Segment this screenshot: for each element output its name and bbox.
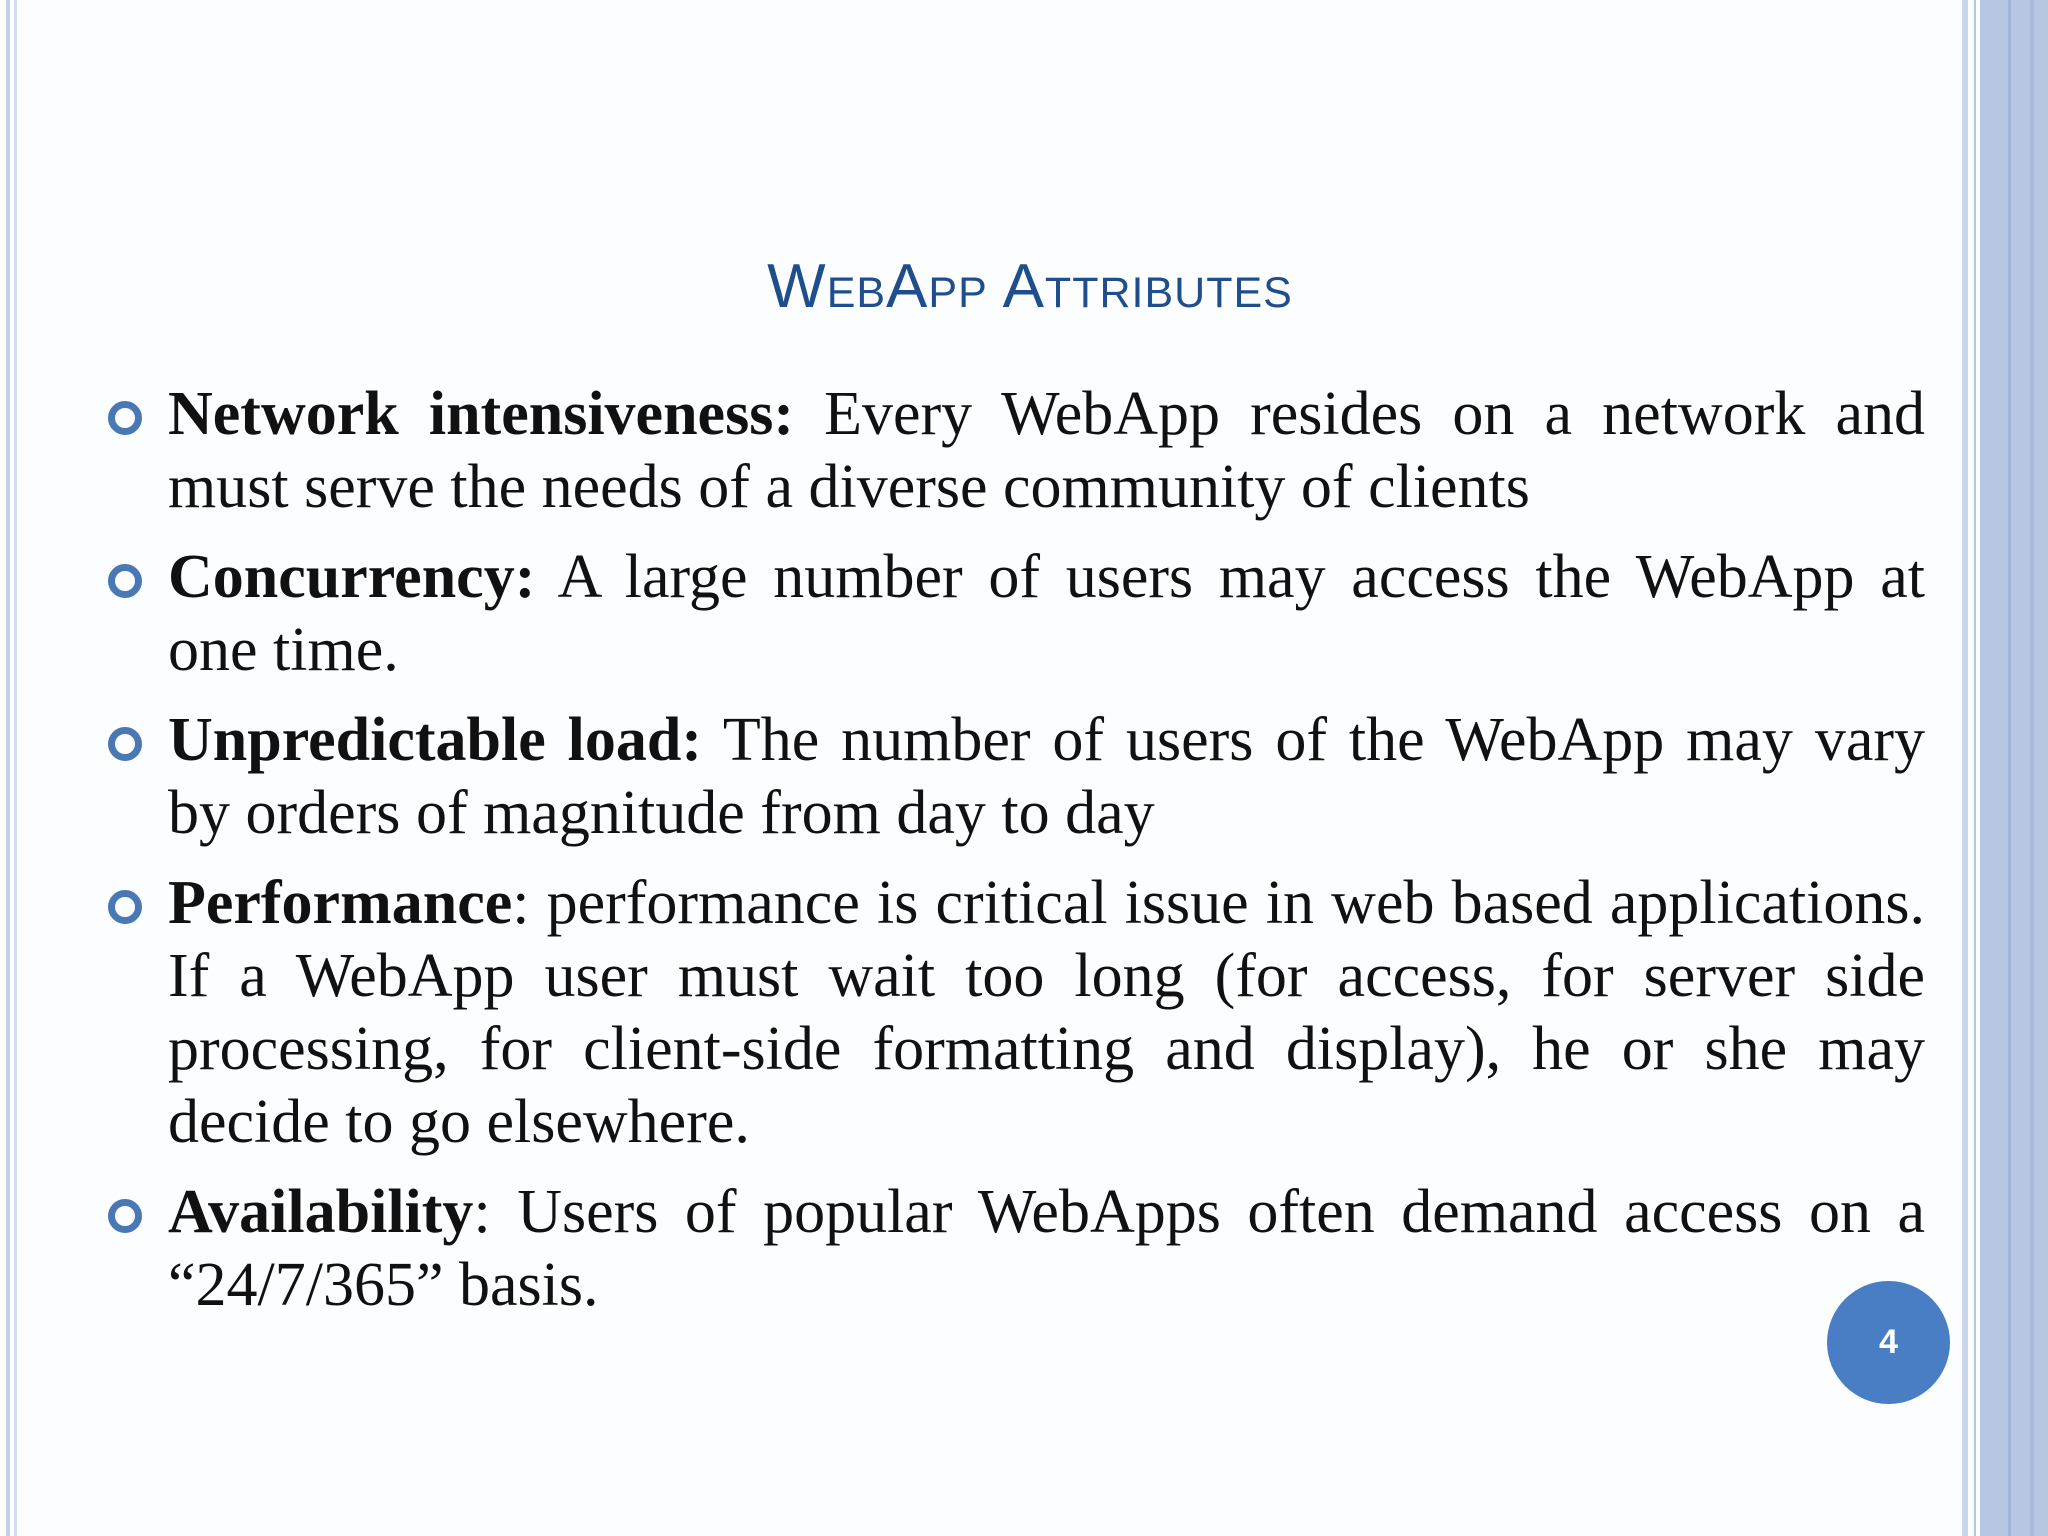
slide-title: WebApp Attributes [767,252,1293,321]
bullet-term: Concurrency: [168,543,536,611]
bullet-item [100,541,1925,687]
hollow-circle-icon [108,564,142,598]
page-number-badge: 4 [1827,1281,1950,1404]
bullet-term: Unpredictable load: [168,706,703,774]
bullet-text: Every WebApp resides on a network and must serve the needs of a diverse community of clients [168,380,1925,521]
bullet-term: Availability [168,1178,474,1246]
bullet-text: : performance is critical issue in web based applications. If a WebApp user must wait too long (for access, for server side processing, for client-side formatting and display), he or she may decide to go elsewhere. [168,869,1925,1156]
bullet-item [100,1176,1925,1322]
right-decorative-stripe [1962,0,1968,1536]
hollow-circle-icon [108,1199,142,1233]
right-decorative-stripe [2030,0,2034,1536]
bullet-item [100,378,1925,524]
right-decorative-stripe [2008,0,2011,1536]
hollow-circle-icon [108,890,142,924]
bullet-text: : Users of popular WebApps often demand access on a “24/7/365” basis. [168,1178,1925,1319]
bullet-text: The number of users of the WebApp may vary by orders of magnitude from day to day [168,706,1925,847]
right-decorative-stripe [1974,0,1976,1536]
hollow-circle-icon [108,727,142,761]
bullet-item [100,867,1925,1159]
bullet-term: Network intensiveness: [168,380,794,448]
hollow-circle-icon [108,401,142,435]
left-decorative-stripe [14,0,17,1536]
bullet-text: A large number of users may access the WebApp at one time. [168,543,1925,684]
bullet-term: Performance [168,869,513,937]
bullet-list [100,378,1925,1339]
left-decorative-stripe [6,0,10,1536]
bullet-item [100,704,1925,850]
right-decorative-band [1980,0,2048,1536]
